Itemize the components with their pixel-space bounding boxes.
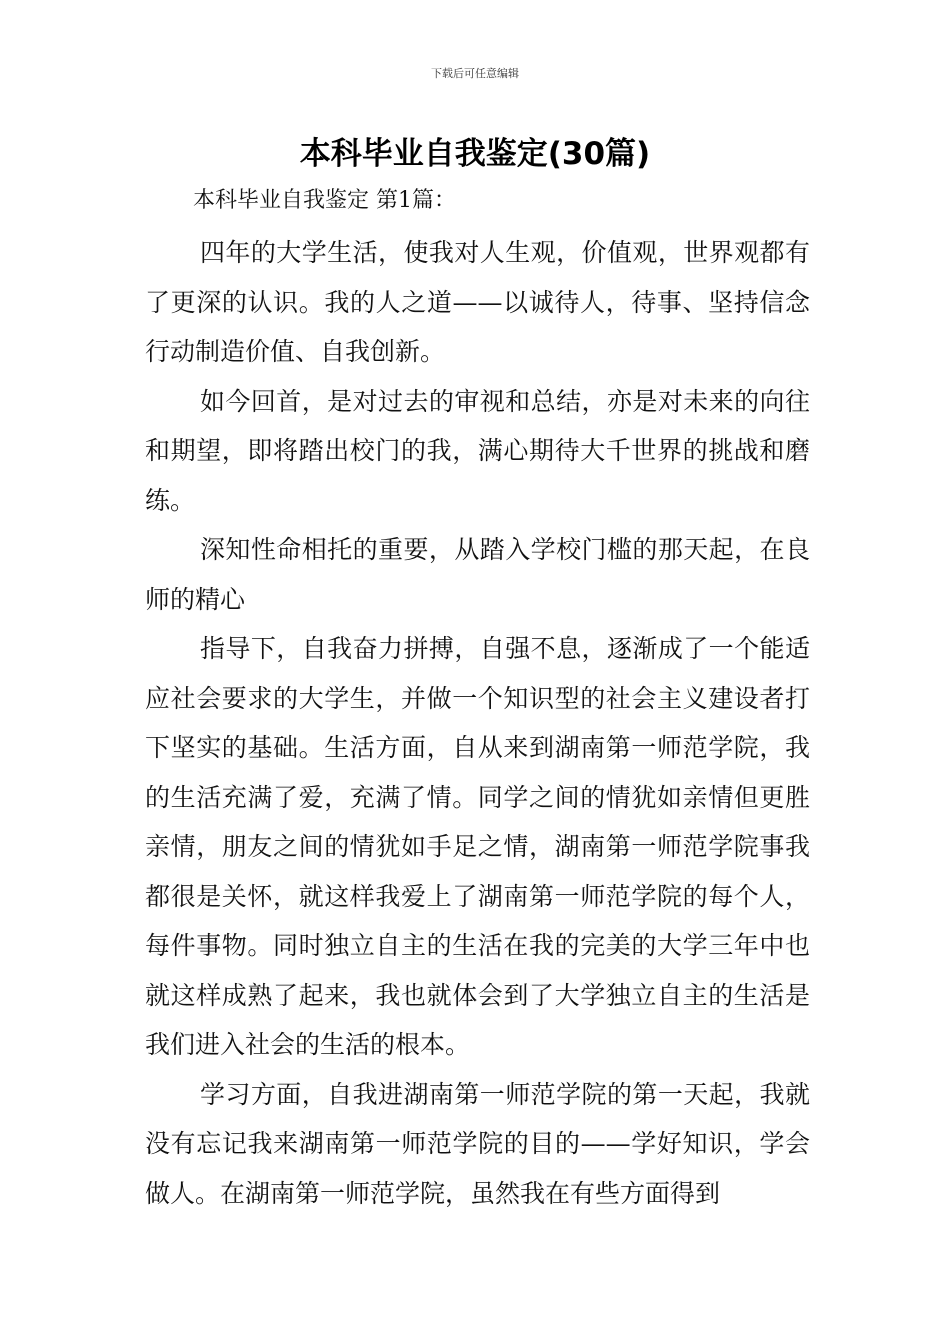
paragraph: 学习方面，自我进湖南第一师范学院的第一天起，我就没有忘记我来湖南第一师范学院的目的——学好知识，学会做人。在湖南第一师范学院，虽然我在有些方面得到 <box>145 1079 810 1208</box>
paragraph: 深知性命相托的重要，从踏入学校门槛的那天起，在良师的精心 <box>145 535 810 614</box>
section-label: 本科毕业自我鉴定 第1篇： <box>193 188 456 213</box>
document-body <box>145 228 810 1218</box>
paragraph: 指导下，自我奋力拼搏，自强不息，逐渐成了一个能适应社会要求的大学生，并做一个知识型的社会主义建设者打下坚实的基础。生活方面，自从来到湖南第一师范学院，我的生活充满了爱，充满了情。同学之间的情犹如亲情但更胜亲情，朋友之间的情犹如手足之情，湖南第一师范学院事我都很是关怀，就这样我爱上了湖南第一师范学院的每个人，每件事物。同时独立自主的生活在我的完美的大学三年中也就这样成熟了起来，我也就体会到了大学独立自主的生活是我们进入社会的生活的根本。 <box>145 634 810 1059</box>
paragraph: 如今回首，是对过去的审视和总结，亦是对未来的向往和期望，即将踏出校门的我，满心期待大千世界的挑战和磨练。 <box>145 386 810 515</box>
paragraph: 四年的大学生活，使我对人生观，价值观，世界观都有了更深的认识。我的人之道——以诚待人，待事、坚持信念行动制造价值、自我创新。 <box>145 238 810 366</box>
document-title: 本科毕业自我鉴定(30篇) <box>299 136 651 172</box>
header-note: 下载后可任意编辑 <box>431 67 519 80</box>
